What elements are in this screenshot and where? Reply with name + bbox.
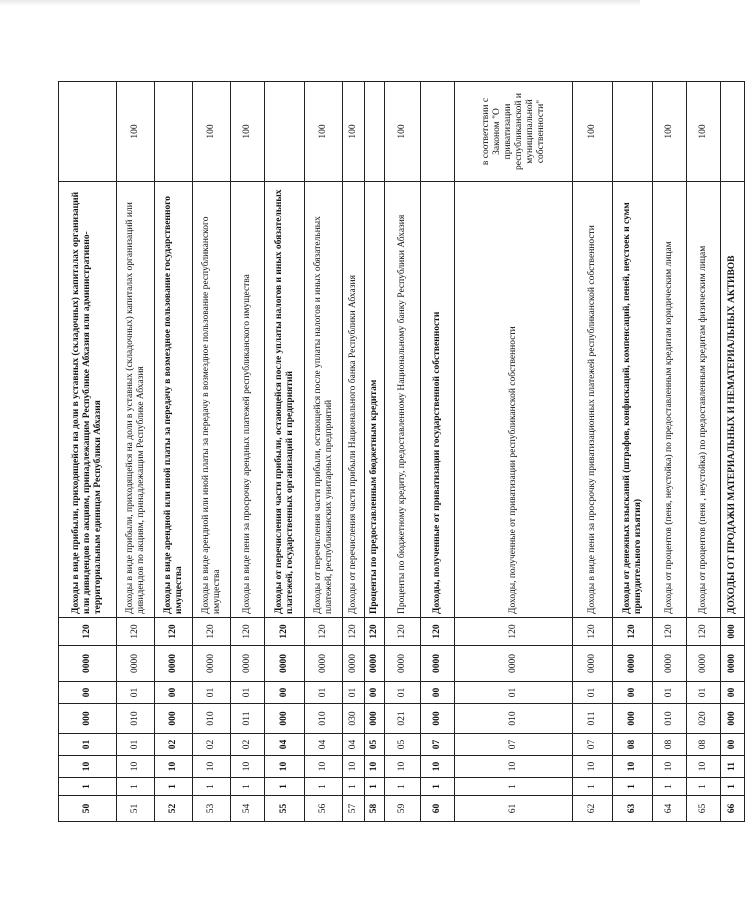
code-economic-cell: 120: [343, 618, 365, 646]
table-row: [721, 82, 745, 822]
code-article-cell: 01: [117, 734, 155, 756]
code-economic-cell: 120: [117, 618, 155, 646]
code-article-cell: 02: [155, 734, 193, 756]
code-subarticle-cell: 000: [59, 704, 117, 734]
code-economic-cell: 120: [653, 618, 687, 646]
row-number-cell: 56: [305, 796, 343, 822]
code-element-cell: 01: [455, 682, 573, 704]
row-number-cell: 61: [455, 796, 573, 822]
normative-percent-cell: 100: [653, 82, 687, 182]
table-row: [59, 82, 117, 822]
code-subarticle-cell: 011: [573, 704, 613, 734]
code-article-cell: 00: [721, 734, 745, 756]
code-article-cell: 04: [343, 734, 365, 756]
row-number-cell: 53: [193, 796, 231, 822]
code-economic-cell: 120: [385, 618, 421, 646]
revenue-name-cell: Проценты по бюджетному кредиту, предоставленному Национальному банку Республики Абхазия: [385, 182, 421, 618]
row-number-cell: 60: [421, 796, 455, 822]
code-article-cell: 07: [455, 734, 573, 756]
normative-percent-cell: [265, 82, 305, 182]
table-row: [343, 82, 365, 822]
table-row: [305, 82, 343, 822]
code-subarticle-cell: 000: [613, 704, 653, 734]
code-element-cell: 01: [385, 682, 421, 704]
code-element-cell: 00: [265, 682, 305, 704]
code-program-cell: 0000: [365, 646, 385, 682]
code-subgroup-cell: 11: [721, 756, 745, 778]
revenue-name-cell: Проценты по предоставленным бюджетным кредитам: [365, 182, 385, 618]
code-group-cell: 1: [343, 778, 365, 796]
code-subgroup-cell: 10: [193, 756, 231, 778]
row-number-cell: 59: [385, 796, 421, 822]
code-economic-cell: 120: [613, 618, 653, 646]
code-subgroup-cell: 10: [155, 756, 193, 778]
code-element-cell: 01: [305, 682, 343, 704]
normative-percent-cell: 100: [231, 82, 265, 182]
row-number-cell: 63: [613, 796, 653, 822]
code-subgroup-cell: 10: [343, 756, 365, 778]
table-row: [653, 82, 687, 822]
code-element-cell: 00: [613, 682, 653, 704]
revenue-name-cell: Доходы от процентов (пеня, неустойка) по предоставленным кредитам юридическим лицам: [653, 182, 687, 618]
table-row: [155, 82, 193, 822]
table-row: [265, 82, 305, 822]
row-number-cell: 51: [117, 796, 155, 822]
table-row: [385, 82, 421, 822]
row-number-cell: 66: [721, 796, 745, 822]
code-subarticle-cell: 021: [385, 704, 421, 734]
code-article-cell: 05: [385, 734, 421, 756]
revenue-name-cell: Доходы в виде пени за просрочку приватизационных платежей республиканской собственности: [573, 182, 613, 618]
code-article-cell: 04: [265, 734, 305, 756]
revenue-name-cell: Доходы от перечисления части прибыли, остающейся после уплаты налогов и иных обязательных платежей, республиканских унитарных предприятий: [305, 182, 343, 618]
code-program-cell: 0000: [455, 646, 573, 682]
code-group-cell: 1: [365, 778, 385, 796]
code-subgroup-cell: 10: [117, 756, 155, 778]
code-group-cell: 1: [385, 778, 421, 796]
code-group-cell: 1: [573, 778, 613, 796]
code-article-cell: 04: [305, 734, 343, 756]
revenue-name-cell: Доходы в виде прибыли, приходящейся на доли в уставных (складочных) капиталах организаций или дивидендов по акциям, принадлежащим Республике Абхазия или административно-территориальным единицам Республики Абхазия: [59, 182, 117, 618]
row-number-cell: 50: [59, 796, 117, 822]
code-economic-cell: 120: [455, 618, 573, 646]
code-element-cell: 01: [687, 682, 721, 704]
table-body: [59, 82, 745, 822]
code-article-cell: 08: [613, 734, 653, 756]
normative-percent-cell: [613, 82, 653, 182]
table-row: [573, 82, 613, 822]
normative-percent-cell: [59, 82, 117, 182]
code-subarticle-cell: 010: [117, 704, 155, 734]
code-element-cell: 01: [653, 682, 687, 704]
code-subarticle-cell: 011: [231, 704, 265, 734]
code-group-cell: 1: [59, 778, 117, 796]
code-element-cell: 01: [343, 682, 365, 704]
code-subgroup-cell: 10: [265, 756, 305, 778]
code-subarticle-cell: 010: [193, 704, 231, 734]
code-group-cell: 1: [455, 778, 573, 796]
code-program-cell: 0000: [343, 646, 365, 682]
normative-percent-cell: 100: [385, 82, 421, 182]
code-element-cell: 01: [117, 682, 155, 704]
code-economic-cell: 120: [265, 618, 305, 646]
code-subgroup-cell: 10: [653, 756, 687, 778]
table-row: [687, 82, 721, 822]
code-subgroup-cell: 10: [455, 756, 573, 778]
row-number-cell: 55: [265, 796, 305, 822]
code-economic-cell: 000: [721, 618, 745, 646]
revenue-name-cell: Доходы в виде прибыли, приходящейся на доли в уставных (складочных) капиталах организаций или дивидендов по акциям, принадлежащим Республике Абхазия: [117, 182, 155, 618]
code-article-cell: 02: [193, 734, 231, 756]
code-group-cell: 1: [421, 778, 455, 796]
code-program-cell: 0000: [653, 646, 687, 682]
table-row: [365, 82, 385, 822]
code-program-cell: 0000: [613, 646, 653, 682]
code-program-cell: 0000: [573, 646, 613, 682]
code-group-cell: 1: [193, 778, 231, 796]
code-article-cell: 02: [231, 734, 265, 756]
row-number-cell: 64: [653, 796, 687, 822]
table-row: [421, 82, 455, 822]
code-subgroup-cell: 10: [365, 756, 385, 778]
code-economic-cell: 120: [687, 618, 721, 646]
code-article-cell: 05: [365, 734, 385, 756]
code-program-cell: 0000: [265, 646, 305, 682]
table-row: [231, 82, 265, 822]
code-element-cell: 00: [59, 682, 117, 704]
code-economic-cell: 120: [421, 618, 455, 646]
code-economic-cell: 120: [573, 618, 613, 646]
normative-percent-cell: 100: [305, 82, 343, 182]
code-group-cell: 1: [305, 778, 343, 796]
row-number-cell: 58: [365, 796, 385, 822]
code-article-cell: 08: [687, 734, 721, 756]
code-economic-cell: 120: [193, 618, 231, 646]
normative-percent-cell: в соответствии с Законом "О приватизации республиканской и муниципальной собственности": [455, 82, 573, 182]
code-economic-cell: 120: [231, 618, 265, 646]
code-group-cell: 1: [265, 778, 305, 796]
revenue-name-cell: ДОХОДЫ ОТ ПРОДАЖИ МАТЕРИАЛЬНЫХ И НЕМАТЕРИАЛЬНЫХ АКТИВОВ: [721, 182, 745, 618]
code-program-cell: 0000: [155, 646, 193, 682]
table-row: [613, 82, 653, 822]
code-subarticle-cell: 000: [721, 704, 745, 734]
code-group-cell: 1: [231, 778, 265, 796]
code-subgroup-cell: 10: [59, 756, 117, 778]
scan-edge: [0, 0, 640, 6]
code-subgroup-cell: 10: [613, 756, 653, 778]
normative-percent-cell: 100: [117, 82, 155, 182]
code-group-cell: 1: [653, 778, 687, 796]
code-article-cell: 08: [653, 734, 687, 756]
normative-percent-cell: 100: [193, 82, 231, 182]
code-group-cell: 1: [721, 778, 745, 796]
code-element-cell: 01: [193, 682, 231, 704]
code-subarticle-cell: 030: [343, 704, 365, 734]
revenue-name-cell: Доходы в виде пени за просрочку арендных платежей республиканского имущества: [231, 182, 265, 618]
revenue-name-cell: Доходы от перечисления части прибыли Национального банка Республики Абхазия: [343, 182, 365, 618]
normative-percent-cell: [421, 82, 455, 182]
revenue-name-cell: Доходы, полученные от приватизации республиканской собственности: [455, 182, 573, 618]
code-element-cell: 01: [573, 682, 613, 704]
revenue-name-cell: Доходы, полученные от приватизации государственной собственности: [421, 182, 455, 618]
table-row: [117, 82, 155, 822]
code-economic-cell: 120: [59, 618, 117, 646]
code-group-cell: 1: [155, 778, 193, 796]
normative-percent-cell: [155, 82, 193, 182]
code-program-cell: 0000: [385, 646, 421, 682]
code-subgroup-cell: 10: [421, 756, 455, 778]
code-subgroup-cell: 10: [385, 756, 421, 778]
code-element-cell: 00: [421, 682, 455, 704]
code-subgroup-cell: 10: [687, 756, 721, 778]
code-group-cell: 1: [687, 778, 721, 796]
rotated-table-wrapper: [58, 82, 737, 822]
revenue-classification-table: [58, 81, 745, 822]
code-program-cell: 0000: [193, 646, 231, 682]
row-number-cell: 65: [687, 796, 721, 822]
code-subarticle-cell: 000: [265, 704, 305, 734]
revenue-name-cell: Доходы в виде арендной или иной платы за передачу в возмездное пользование государственного имущества: [155, 182, 193, 618]
row-number-cell: 54: [231, 796, 265, 822]
code-program-cell: 0000: [231, 646, 265, 682]
code-article-cell: 01: [59, 734, 117, 756]
code-program-cell: 0000: [721, 646, 745, 682]
code-program-cell: 0000: [117, 646, 155, 682]
code-article-cell: 07: [421, 734, 455, 756]
revenue-name-cell: Доходы от перечисления части прибыли, остающейся после уплаты налогов и иных обязательных платежей, государственных организаций и предприятий: [265, 182, 305, 618]
code-economic-cell: 120: [155, 618, 193, 646]
code-group-cell: 1: [117, 778, 155, 796]
code-subarticle-cell: 000: [365, 704, 385, 734]
table-row: [193, 82, 231, 822]
normative-percent-cell: 100: [687, 82, 721, 182]
code-economic-cell: 120: [365, 618, 385, 646]
code-subgroup-cell: 10: [573, 756, 613, 778]
code-element-cell: 00: [365, 682, 385, 704]
code-program-cell: 0000: [59, 646, 117, 682]
code-program-cell: 0000: [305, 646, 343, 682]
code-program-cell: 0000: [687, 646, 721, 682]
code-group-cell: 1: [613, 778, 653, 796]
code-element-cell: 00: [155, 682, 193, 704]
row-number-cell: 52: [155, 796, 193, 822]
code-program-cell: 0000: [421, 646, 455, 682]
code-subgroup-cell: 10: [231, 756, 265, 778]
code-subarticle-cell: 010: [653, 704, 687, 734]
row-number-cell: 57: [343, 796, 365, 822]
revenue-name-cell: Доходы от процентов (пеня , неустойка) по предоставленным кредитам физическим лицам: [687, 182, 721, 618]
code-element-cell: 01: [231, 682, 265, 704]
normative-percent-cell: [721, 82, 745, 182]
normative-percent-cell: 100: [573, 82, 613, 182]
revenue-name-cell: Доходы в виде арендной или иной платы за передачу в возмездное пользование республиканского имущества: [193, 182, 231, 618]
code-subarticle-cell: 000: [421, 704, 455, 734]
normative-percent-cell: 100: [343, 82, 365, 182]
code-economic-cell: 120: [305, 618, 343, 646]
revenue-name-cell: Доходы от денежных взысканий (штрафов, конфискаций, компенсаций, пеней, неустоек и сумм принудительного изъятия): [613, 182, 653, 618]
code-subgroup-cell: 10: [305, 756, 343, 778]
code-subarticle-cell: 010: [455, 704, 573, 734]
code-article-cell: 07: [573, 734, 613, 756]
code-subarticle-cell: 020: [687, 704, 721, 734]
table-row: [455, 82, 573, 822]
code-subarticle-cell: 000: [155, 704, 193, 734]
code-subarticle-cell: 010: [305, 704, 343, 734]
normative-percent-cell: [365, 82, 385, 182]
code-element-cell: 00: [721, 682, 745, 704]
row-number-cell: 62: [573, 796, 613, 822]
